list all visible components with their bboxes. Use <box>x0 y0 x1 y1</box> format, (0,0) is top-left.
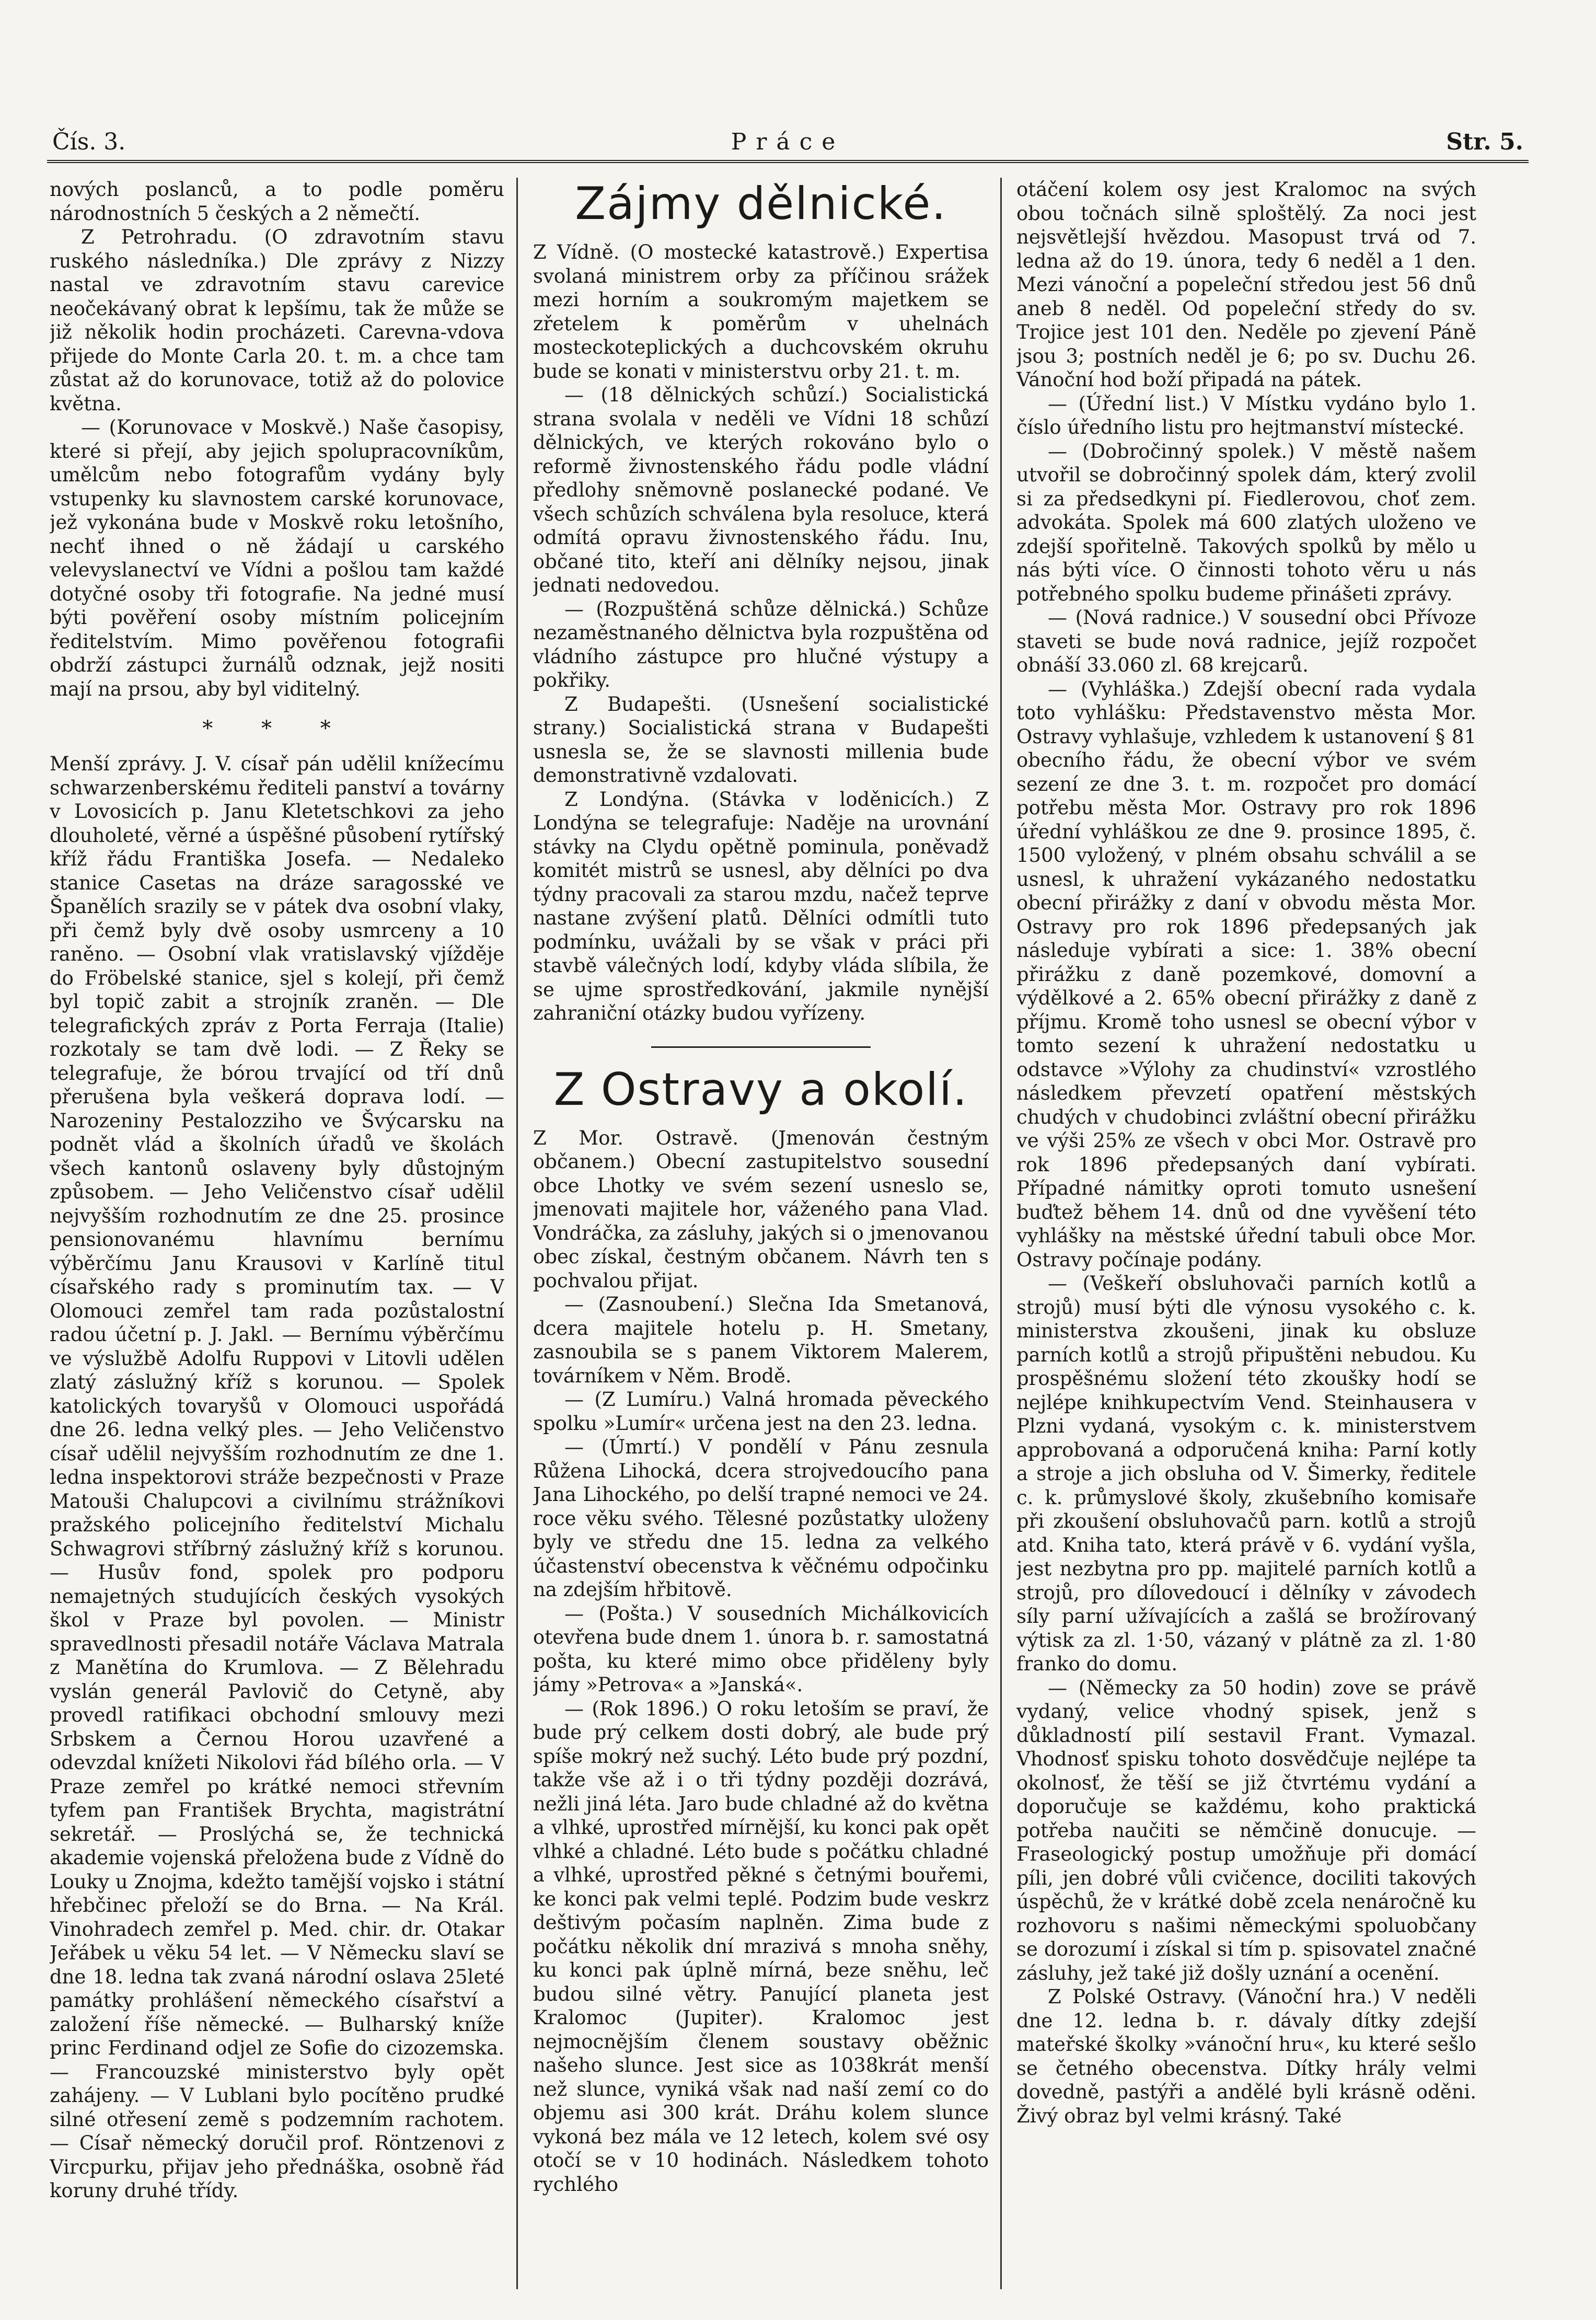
article-paragraph: Z Petrohradu. (O zdravotním stavu ruského následníka.) Dle zprávy z Nizzy nastal ve zdravotním stavu carevice neočekávaný obrat k lepšímu, tak že může se již několik hodin procházeti. Carevna-vdova přijede do Monte Carla 20. t. m. a chce tam zůstat až do korunovace, totiž až do polovice května. <box>50 226 504 415</box>
article-paragraph: Z Budapešti. (Usnešení socialistické strany.) Socialistická strana v Budapešti usnesla se, že se slavnosti millenia bude demonstrativně vzdalovati. <box>533 692 989 787</box>
article-paragraph: — (Veškeří obsluhovači parních kotlů a strojů) musí býti dle výnosu vysokého c. k. ministerstva zkoušeni, jinak ku obsluze parních kotlů a strojů připuštěni nebudou. Ku prospěšnému složení této zkoušky hodí se nejlépe knihkupectvím Vend. Steinhausera v Plzni vydaná, vysokým c. k. ministerstvem approbovaná a odporučená kniha: Parní kotly a stroje a jich obsluha od V. Šimerky, ředitele c. k. průmyslové školy, zkušebního komisaře při zkoušení obsluhovačů parn. kotlů a strojů atd. Kniha tato, která právě v 6. vydání vyšla, jest nezbytna pro pp. majitelé parních kotlů a strojů, pro dílovedoucí i dělníky v závodech síly parní užívajících a zašlá se brožírovaný výtisk za zl. 1·50, vázaný v plátně za zl. 1·80 franko do domu. <box>1016 1272 1476 1675</box>
article-paragraph: — (Korunovace v Moskvě.) Naše časopisy, které si přejí, aby jejich spolupracovníkům, umělcům nebo fotografům vydány byly vstupenky ku slavnostem carské korunovace, jež vykonána bude v Moskvě roku letošního, nechť ihned o ně žádají u carského velevyslanectví ve Vídni a pošlou tam každé dotyčné osoby tři fotografie. Na jedné musí býti pověření osoby místním policejním ředitelstvím. Mimo pověřenou fotografii obdrží zástupci žurnálů odznak, jejž nositi mají na prsou, aby byl viditelný. <box>50 416 504 700</box>
article-paragraph: Z Polské Ostravy. (Vánoční hra.) V neděli dne 12. ledna b. r. dávaly dítky zdejší mateřské školky »vánoční hru«, ku které sešlo se četného obecenstva. Dítky hrály velmi dovedně, pastýři a andělé byli krásně oděni. Živý obraz byl velmi krásný. Také <box>1016 1986 1476 2127</box>
article-paragraph: Z Londýna. (Stávka v loděnicích.) Z Londýna se telegrafuje: Naděje na urovnání stávky na Clydu opětně pominula, poněvadž komitét mistrů se usnesl, aby dělníci po dva týdny pracovali za starou mzdu, načež teprve nastane zvýšení platů. Dělníci odmítli tuto podmínku, uvážali by se však v práci při stavbě válečných lodí, kdyby vláda slíbila, že se ujme sprostředkování, jakmile nynější zahraniční otázky budou vyřízeny. <box>533 788 989 1024</box>
section-rule <box>651 1046 871 1048</box>
article-paragraph: — (Rok 1896.) O roku letoším se praví, že bude prý celkem dosti dobrý, ale bude prý spíše mokrý než suchý. Léto bude prý pozdní, takže vše až i o tři týdny později dozrává, nežli jiná léta. Jaro bude chladné až do května a vlhké, uprostřed mírnější, ku konci pak opět vlhké a chladné. Léto bude s počátku chladné a vlhké, uprostřed pěkné s četnými bouřemi, ke konci pak velmi teplé. Podzim bude veskrz deštivým počasím naplněn. Zima bude z počátku několik dní mrazivá s mnoha sněhy, ku konci pak úplně mírná, beze sněhu, leč budou silné větry. Panující planeta jest Kralomoc (Jupiter). Kralomoc jest nejmocnějším členem soustavy oběžnic našeho slunce. Jest sice as 1038krát menší než slunce, vyniká však nad naší zemí co do objemu asi 300 krát. Dráhu kolem slunce vykoná bez mála ve 12 letech, kolem své osy otočí se v 10 hodinách. Následkem tohoto rychlého <box>533 1697 989 2196</box>
page-number: Str. 5. <box>1446 129 1523 155</box>
column-3 <box>1016 178 1476 2294</box>
article-paragraph: Z Mor. Ostravě. (Jmenován čestným občanem.) Obecní zastupitelstvo sousední obce Lhotky ve svém sezení usneslo se, jmenovati majitele hor, váženého pana Vlad. Vondráčka, za zásluhy, jakých si o jmenovanou obec získal, čestným občanem. Návrh ten s pochvalou přijat. <box>533 1126 989 1292</box>
issue-number: Čís. 3. <box>52 129 126 155</box>
article-paragraph: — (Pošta.) V sousedních Michálkovicích otevřena bude dnem 1. února b. r. samostatná pošta, ku které mimo obce přiděleny byly jámy »Petrova« a »Janská«. <box>533 1602 989 1696</box>
article-paragraph: — (Úřední list.) V Místku vydáno bylo 1. číslo úředního listu pro hejtmanství místecké. <box>1016 392 1476 438</box>
section-title: Zájmy dělnické. <box>575 178 947 230</box>
article-paragraph: Menší zprávy. J. V. císař pán udělil knížecímu schwarzenberskému řediteli panství a továrny v Lovosicích p. Janu Kletetschkovi za jeho dlouholeté, věrné a úspěšné působení rytířský kříž řádu Františka Josefa. — Nedaleko stanice Casetas na dráze saragosské ve Španělích srazily se v pátek dva osobní vlaky, při čemž byly dvě osoby usmrceny a 10 raněno. — Osobní vlak vratislavský vjížděje do Fröbelské stanice, sjel s kolejí, při čemž byl topič zabit a strojník zraněn. — Dle telegrafických zpráv z Porta Ferraja (Italie) rozkotaly se tam dvě lodi. — Z Řeky se telegrafuje, že bórou trvající od tří dnů přerušena byla veškerá doprava lodí. — Narozeniny Pestalozziho ve Švýcarsku na podnět vlád a školních úřadů ve školách všech kantonů oslaveny byly důstojným způsobem. — Jeho Veličenstvo císař udělil nejvyšším rozhodnutím ze dne 25. prosince pensionovanému hlavnímu bernímu výběrčímu Janu Krausovi v Karlíně titul císařského rady s prominutím tax. — V Olomouci zemřel tam rada pozůstalostní radou účetní p. J. Jakl. — Bernímu výběrčímu ve výslužbě Adolfu Ruppovi v Litovli udělen zlatý záslužný kříž s korunou. — Spolek katolických tovaryšů v Olomouci uspořádá dne 26. ledna velký ples. — Jeho Veličenstvo císař udělil nejvyšším rozhodnutím ze dne 1. ledna inspektorovi stráže bezpečnosti v Praze Matouši Chalupcovi a civilnímu strážníkovi pražského policejního ředitelství Michalu Schwagrovi stříbrný záslužný kříž s korunou. — Husův fond, spolek pro podporu nemajetných studujících českých vysokých škol v Praze byl povolen. — Ministr spravedlnosti přesadil notáře Václava Matrala z Manětína do Krumlova. — Z Bělehradu vyslán generál Pavlovič do Cetyně, aby provedl ratifikaci obchodní smlouvy mezi Srbskem a Černou Horou uzavřené a odevzdal knížeti Nikolovi řád bílého orla. — V Praze zemřel po krátké nemoci střevním tyfem pan František Brychta, magistrátní sekretář. — Proslýchá se, že technická akademie vojenská přeložena bude z Vídně do Louky u Znojma, kdežto tamější vojsko i státní hřebčinec přeloží se do Brna. — Na Král. Vinohradech zemřel p. Med. chir. dr. Otakar Jeřábek u věku 54 let. — V Německu slaví se dne 18. ledna tak zvaná národní oslava 25leté památky prohlášení německého císařství a založení říše německé. — Bulharský kníže princ Ferdinand odjel ze Sofie do cizozemska. — Francouzské ministerstvo byly opět zahájeny. — V Lublani bylo pocítěno prudké silné otřesení země s podzemním rachotem. — Císař německý doručil prof. Röntzenovi z Vircpurku, přijav jeho přednáška, osobně řád koruny druhé třídy. <box>50 753 504 2202</box>
article-paragraph: — (Rozpuštěná schůze dělnická.) Schůze nezaměstnaného dělnictva byla rozpuštěna od vládního zástupce pro hlučné výstupy a pokřiky. <box>533 597 989 691</box>
article-paragraph: — (Úmrtí.) V pondělí v Pánu zesnula Růžena Lihocká, dcera strojvedoucího pana Jana Lihockého, po delší trapné nemoci ve 24. roce věku svého. Tělesné pozůstatky uloženy byly ve středu dne 15. ledna za velkého účastenství obecenstva k věčnému odpočinku na zdejším hřbitově. <box>533 1436 989 1601</box>
page-header <box>47 123 1529 163</box>
article-paragraph: — (Zasnoubení.) Slečna Ida Smetanová, dcera majitele hotelu p. H. Smetany, zasnoubila se s panem Viktorem Malerem, továrníkem v Něm. Brodě. <box>533 1293 989 1387</box>
column-1 <box>50 178 504 2294</box>
column-divider <box>516 178 518 2289</box>
article-paragraph: — (18 dělnických schůzí.) Socialistická strana svolala v neděli ve Vídni 18 schůzí dělnických, ve kterých rokováno bylo o reformě živnostenského řádu podle vládní předlohy sněmovně poslanecké podané. Ve všech schůzích schválena byla resoluce, která odmítá opravu živnostenského řádu. Inu, občané tito, kteří ani dělníky nejsou, jinak jednati nedovedou. <box>533 384 989 596</box>
article-paragraph: — (Nová radnice.) V sousední obci Přívoze staveti se bude nová radnice, jejíž rozpočet obnáší 33.060 zl. 68 krejcarů. <box>1016 606 1476 676</box>
article-paragraph: Z Vídně. (O mostecké katastrově.) Expertisa svolaná ministrem orby za příčinou srážek mezi horním a soukromým majetkem se zřetelem k poměrům v uhelnách mosteckoteplických a duchcovském okruhu bude se konati v ministerstvu orby 21. t. m. <box>533 241 989 383</box>
article-paragraph: — (Vyhláška.) Zdejší obecní rada vydala toto vyhlášku: Představenstvo města Mor. Ostravy vyhlašuje, vzhledem k ustanovení § 81 obecního řádu, že obecní výbor ve svém sezení ze dne 3. t. m. rozpočet pro domácí potřebu města Mor. Ostravy pro rok 1896 úřední vyhláškou ze dne 9. prosince 1895, č. 1500 vyložený, v plném obsahu schválil a se usnesl, k uhražení vykázaného nedostatku obecní přirážky z daní v obvodu města Mor. Ostravy pro rok 1896 předepsaných jak následuje vybírati a sice: 1. 38% obecní přirážku z daně pozemkové, domovní a výdělkové a 2. 65% obecní přirážky z daně z příjmu. Kromě toho usnesl se obecní výbor v tomto sezení k uhražení nedostatku u odstavce »Výlohy za chudinství« vzrostlého následkem převzetí opatření městských chudých v chudobinci zvláštní obecní přirážku ve výši 25% ze všech v obci Mor. Ostravě pro rok 1896 předepsaných daní vybírati. Případné námitky oproti tomuto usnešení buďtež během 14. dnů od dne vyvěšení této vyhlášky na městské úřední tabuli obce Mor. Ostravy počínaje podány. <box>1016 677 1476 1271</box>
column-divider <box>1000 178 1002 2289</box>
newspaper-title: Práce <box>731 129 845 155</box>
article-paragraph: — (Z Lumíru.) Valná hromada pěveckého spolku »Lumír« určena jest na den 23. ledna. <box>533 1388 989 1435</box>
section-separator: * * * <box>202 717 352 741</box>
section-title: Z Ostravy a okolí. <box>553 1063 968 1116</box>
article-paragraph: — (Dobročinný spolek.) V městě našem utvořil se dobročinný spolek dám, který zvolil si za předsedkyni pí. Fiedlerovou, choť zem. advokáta. Spolek má 600 zlatých uloženo ve zdejší spořitelně. Takových spolků by mělo u nás býti více. O činnosti tohoto věru u nás potřebného spolku budeme přinášeti zprávy. <box>1016 440 1476 605</box>
article-paragraph: otáčení kolem osy jest Kralomoc na svých obou točnách silně sploštělý. Za noci jest nejsvětlejší hvězdou. Masopust trvá od 7. ledna až do 19. února, tedy 6 neděl a 1 den. Mezi vánoční a popeleční středou jest 56 dnů aneb 8 neděl. Od popeleční středy do sv. Trojice jest 101 den. Neděle po zjevení Páně jsou 3; postních neděl je 6; po sv. Duchu 26. Vánoční hod boží připadá na pátek. <box>1016 178 1476 391</box>
column-2 <box>533 178 989 2294</box>
article-paragraph: nových poslanců, a to podle poměru národnostních 5 českých a 2 němečtí. <box>50 178 504 225</box>
article-paragraph: — (Německy za 50 hodin) zove se právě vydaný, velice vhodný spisek, jenž s důkladností pilí sestavil Frant. Vymazal. Vhodnosť spisku tohoto dosvědčuje nejlépe ta okolnosť, že těší se již čtvrtému vydání a doporučuje se každému, koho praktická potřeba naučiti se němčině donucuje. — Fraseologický postup umožňuje při domácí píli, jen dobré vůli cvičence, dociliti takových úspěchů, že v krátké době zcela nenáročně ku rozhovoru s našimi německými spoluobčany se dorozumí i získal si tím p. spisovatel značné zásluhy, jež také již došly uznání a ocenění. <box>1016 1676 1476 1984</box>
